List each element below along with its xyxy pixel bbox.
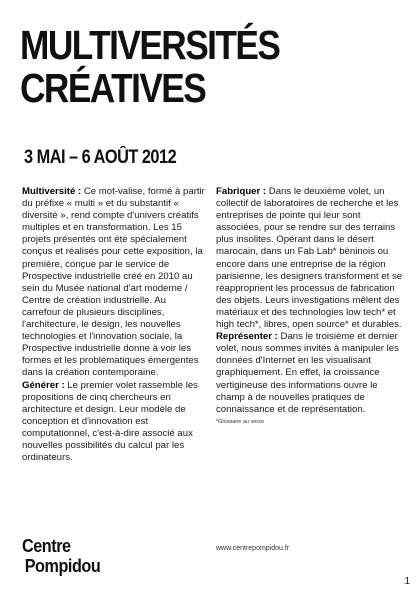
paragraph-representer — [216, 331, 404, 416]
glossary-footnote: *Glossaire au verso — [216, 418, 264, 425]
left-column — [22, 186, 207, 464]
text-fabriquer: Dans le deuxième volet, un collectif de laboratoires de recherche et les entreprises de pointe qui leur sont associées, pour se rendre sur des terrains plus insolites. Opérant dans le désert marocain, dans un Fab Lab* béninois ou encore dans une entreprise de la région parisienne, les designers transforment et se réapproprient les processus de fabrication des objets. Leurs investigations mêlent des matériaux et des technologies low tech* et high tech*, libres, open source* et durables. — [216, 186, 403, 331]
logo-line-2: Pompidou — [24, 556, 101, 576]
page-number: 1 — [404, 576, 410, 587]
term-multiversite: Multiversité : — [22, 186, 82, 197]
term-generer: Générer : — [22, 379, 65, 391]
paragraph-fabriquer — [216, 186, 404, 331]
right-column — [216, 186, 404, 427]
paragraph-generer — [22, 380, 207, 465]
text-generer: Le premier volet rassemble les propositions de cinq chercheurs en architecture et design. Leur modèle de conception et d'innovation est computationnel, c'est-à-dire associé aux nouvelles possibilités du calcul par les ordinateurs. — [22, 379, 198, 464]
exhibition-dates: 3 MAI – 6 AOÛT 2012 — [24, 147, 177, 168]
paragraph-multiversite — [22, 186, 207, 380]
exhibition-title — [20, 24, 347, 110]
term-representer: Représenter : — [216, 331, 278, 343]
text-multiversite: Ce mot-valise, formé à partir du préfixe « multi » et du substantif « diversité », rend compte d'univers créatifs multiples et en transformation. Les 15 projets présentés ont été spécialement conçus et réalisés pour cette exposition, la première, conçue par le service de Prospective industrielle créé en 2010 au sein du Musée national d'art moderne / Centre de création industrielle. Au carrefour de plusieurs disciplines, l'architecture, le design, les nouvelles technologies et l'innovation sociale, la Prospective industrielle donne à voir les formes et les problématiques émergentes dans la création contemporaine. — [22, 186, 205, 379]
title-line-2: CRÉATIVES — [20, 65, 206, 111]
text-representer: Dans le troisième et dernier volet, nous sommes invités à manipuler les données d'Internet en les visualisant graphiquement. En effet, la croissance vertigineuse des informations ouvre le champ à de nouvelles pratiques de connaissance et de représentation. — [216, 331, 399, 415]
website-link[interactable]: www.centrepompidou.fr — [216, 545, 290, 552]
term-fabriquer: Fabriquer : — [216, 186, 267, 197]
logo-line-1: Centre — [22, 536, 71, 556]
title-line-1: MULTIVERSITÉS — [20, 22, 280, 68]
centre-pompidou-logo — [22, 536, 100, 576]
